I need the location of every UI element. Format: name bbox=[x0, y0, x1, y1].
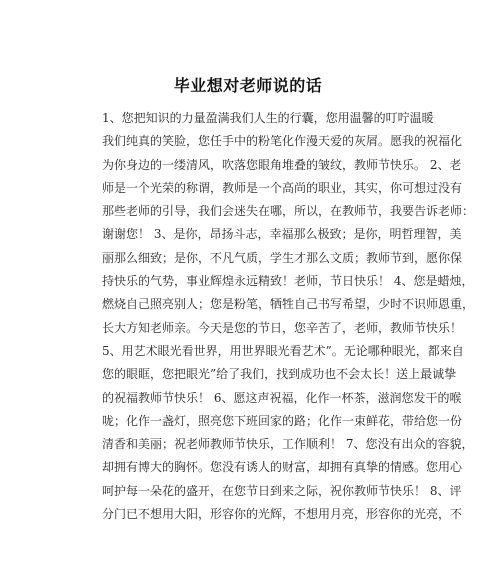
paragraph-line: 分门已不想用大阳，形容你的光辉，不想用月亮，形容你的光亮，不 bbox=[102, 507, 463, 522]
paragraph-line: 为你身边的一缕清风，吹落您眼角堆叠的皱纹，教师节快乐。 2、老 bbox=[102, 157, 462, 172]
paragraph-line: 谢谢您！ 3、是你，昂扬斗志，幸福那么极致；是你，明哲理智，美 bbox=[102, 227, 462, 242]
paragraph-line: 师是一个光荣的称谓，教师是一个高尚的职业，其实，你可想过没有 bbox=[102, 180, 463, 195]
paragraph-line: 却拥有博大的胸怀。您没有诱人的财富，却拥有真挚的情感。您用心 bbox=[102, 460, 463, 475]
paragraph-line: 您的眼眶，您把眼光”给了我们，找到成功也不会太长！送上最诚挚 bbox=[102, 367, 457, 382]
paragraph-line: 持快乐的气势，事业辉煌永远精致！老师，节日快乐！ 4、您是蜡烛， bbox=[102, 274, 474, 289]
document-body bbox=[102, 107, 475, 526]
paragraph-line: 的祝福教师节快乐！ 6、愿这声祝福，化作一杯茶，滋润您发干的喉 bbox=[102, 390, 462, 405]
paragraph-line: 咙；化作一盏灯，照亮您下班回家的路；化作一束鲜花，带给您一份 bbox=[102, 413, 463, 428]
paragraph-line: 5、用艺术眼光看世界，用世界眼光看艺术”。无论哪种眼光，都来自 bbox=[102, 343, 464, 358]
paragraph-line: 我们纯真的笑脸，您任手中的粉笔化作漫天爱的灰屑。愿我的祝福化 bbox=[102, 134, 463, 149]
paragraph-line: 那些老师的引导，我们会迷失在哪，所以，在教师节，我要告诉老师： bbox=[102, 204, 475, 219]
paragraph-line: 燃烧自己照亮别人；您是粉笔，牺牲自己书写希望，少时不识师恩重， bbox=[102, 297, 475, 312]
page-title: 毕业想对老师说的话 bbox=[173, 76, 323, 95]
paragraph-line: 1、您把知识的力量盈满我们人生的行囊，您用温馨的叮咛温暖 bbox=[102, 111, 434, 125]
paragraph-line: 清香和美丽；祝老师教师节快乐，工作顺利！ 7、您没有出众的容貌， bbox=[102, 437, 474, 452]
paragraph-line: 长大方知老师亲。今天是您的节日，您辛苦了，老师，教师节快乐！ bbox=[102, 320, 463, 335]
paragraph-line: 丽那么细致；是你，不凡气质，学生才那么文质；教师节到，愿你保 bbox=[102, 250, 463, 265]
paragraph-line: 呵护每一朵花的盛开，在您节日到来之际，祝你教师节快乐！ 8、评 bbox=[102, 483, 462, 498]
